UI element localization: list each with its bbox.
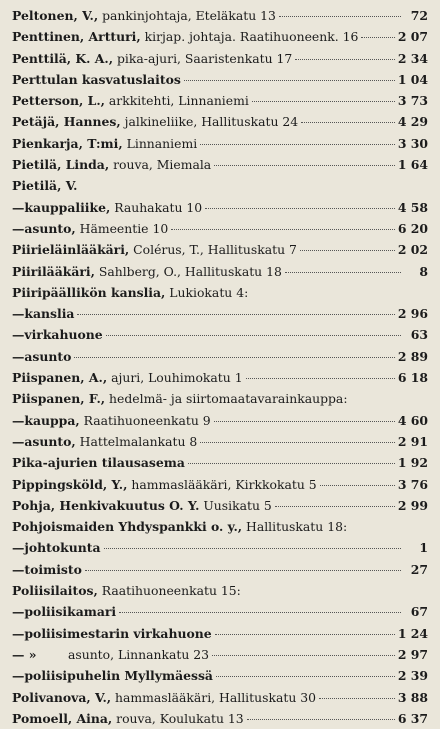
dot-leader — [295, 59, 395, 60]
directory-entry — [12, 516, 428, 537]
entry-name: Petterson, L., — [12, 93, 105, 109]
directory-entry — [12, 69, 428, 90]
entry-name: —kanslia — [12, 306, 75, 322]
entry-name: Pika-ajurien tilausasema — [12, 455, 185, 471]
dot-leader — [200, 442, 395, 443]
entry-name: Pietilä, Linda, — [12, 157, 110, 173]
directory-entry — [12, 90, 428, 111]
entry-name: Pohja, Henkivakuutus O. Y. — [12, 497, 200, 513]
directory-entry — [12, 474, 428, 495]
entry-details: rouva, Koulukatu 13 — [112, 710, 244, 726]
entry-details: arkkitehti, Linnaniemi — [104, 93, 249, 109]
dot-leader — [205, 208, 395, 209]
entry-name: —kauppa, — [12, 412, 80, 428]
dot-leader — [77, 314, 394, 315]
directory-entry — [12, 367, 428, 388]
directory-entry — [12, 537, 428, 558]
entry-name: —poliisipuhelin Myllymäessä — [12, 668, 213, 684]
directory-entry — [12, 218, 428, 239]
dot-leader — [188, 463, 395, 464]
entry-details: ajuri, Louhimokatu 1 — [107, 370, 243, 386]
dot-leader — [184, 80, 395, 81]
dot-leader — [301, 122, 395, 123]
dot-leader — [106, 335, 401, 336]
dot-leader — [285, 272, 401, 273]
directory-entry — [12, 239, 428, 260]
directory-entry — [12, 644, 428, 665]
directory-entry — [12, 580, 428, 601]
entry-details: Uusikatu 5 — [199, 497, 272, 513]
entry-name: Pomoell, Aina, — [12, 710, 113, 726]
entry-name: —poliisikamari — [12, 604, 117, 620]
phone-number: 8 — [419, 263, 428, 279]
entry-name: —virkahuone — [12, 327, 103, 343]
phone-number: 3 73 — [397, 93, 428, 109]
entry-details: rouva, Miemala — [109, 157, 212, 173]
entry-name: Pippingsköld, Y., — [12, 476, 128, 492]
entry-name: —kauppaliike, — [12, 199, 111, 215]
entry-details: hammaslääkäri, Hallituskatu 30 — [111, 689, 316, 705]
directory-entry — [12, 282, 428, 303]
dot-leader — [275, 506, 395, 507]
entry-name: Penttinen, Artturi, — [12, 29, 141, 45]
phone-number: 4 29 — [397, 114, 428, 130]
entry-details: pika-ajuri, Saaristenkatu 17 — [113, 50, 293, 66]
phone-number: 67 — [410, 604, 428, 620]
phone-number: 6 20 — [397, 220, 428, 236]
phone-number: 2 97 — [397, 646, 428, 662]
entry-name: —asunto, — [12, 433, 76, 449]
entry-name: —asunto — [12, 348, 72, 364]
dot-leader — [214, 421, 395, 422]
entry-details: Hattelmalankatu 8 — [75, 433, 198, 449]
entry-name: —johtokunta — [12, 540, 101, 556]
phone-number: 1 92 — [397, 455, 428, 471]
phone-number: 3 88 — [397, 689, 428, 705]
phone-number: 27 — [410, 561, 428, 577]
entry-name: Peltonen, V., — [12, 8, 99, 23]
entry-name: — » — [12, 646, 37, 662]
phone-number: 2 39 — [397, 668, 428, 684]
directory-list — [12, 5, 428, 729]
entry-details: Rauhakatu 10 — [110, 199, 203, 215]
entry-name: Penttilä, K. A., — [12, 50, 114, 66]
directory-entry — [12, 431, 428, 452]
dot-leader — [200, 144, 395, 145]
phone-number: 6 18 — [397, 370, 428, 386]
directory-entry — [12, 687, 428, 708]
entry-name: —asunto, — [12, 220, 76, 236]
phone-number: 2 99 — [397, 497, 428, 513]
directory-entry — [12, 708, 428, 729]
entry-details: Sahlberg, O., Hallituskatu 18 — [94, 263, 282, 279]
entry-name: —toimisto — [12, 561, 82, 577]
directory-entry — [12, 452, 428, 473]
phone-number: 3 30 — [397, 135, 428, 151]
entry-name: Pienkarja, T:mi, — [12, 135, 123, 151]
entry-name: Piispanen, A., — [12, 370, 108, 386]
phone-number: 1 64 — [397, 157, 428, 173]
entry-name: Petäjä, Hannes, — [12, 114, 121, 130]
directory-entry — [12, 48, 428, 69]
directory-entry — [12, 665, 428, 686]
entry-name: Piirilääkäri, — [12, 263, 95, 279]
entry-name: —poliisimestarin virkahuone — [12, 625, 212, 641]
entry-details: hammaslääkäri, Kirkkokatu 5 — [127, 476, 317, 492]
directory-entry — [12, 154, 428, 175]
phone-number: 2 07 — [397, 29, 428, 45]
dot-leader — [216, 676, 395, 677]
entry-details: Colérus, T., Hallituskatu 7 — [129, 242, 297, 258]
dot-leader — [74, 357, 394, 358]
phone-number: 2 89 — [397, 348, 428, 364]
entry-name: Perttulan kasvatuslaitos — [12, 71, 181, 87]
dot-leader — [171, 229, 395, 230]
entry-name: Piiripäällikön kanslia, — [12, 284, 166, 300]
phone-number: 2 91 — [397, 433, 428, 449]
phone-number: 1 04 — [397, 71, 428, 87]
directory-entry — [12, 623, 428, 644]
entry-details: Lukiokatu 4: — [165, 284, 249, 300]
entry-name: Pohjoismaiden Yhdyspankki o. y., — [12, 519, 243, 535]
phone-number: 4 60 — [397, 412, 428, 428]
entry-details: Hämeentie 10 — [75, 220, 169, 236]
phone-number: 1 — [419, 540, 428, 556]
dot-leader — [85, 570, 401, 571]
directory-entry — [12, 261, 428, 282]
phone-number: 72 — [410, 8, 428, 23]
directory-entry — [12, 111, 428, 132]
dot-leader — [104, 548, 402, 549]
entry-details: kirjap. johtaja. Raatihuoneenk. 16 — [140, 29, 359, 45]
dot-leader — [247, 719, 395, 720]
directory-entry — [12, 346, 428, 367]
phone-number: 63 — [410, 327, 428, 343]
dot-leader — [252, 101, 395, 102]
directory-entry — [12, 388, 428, 409]
directory-entry — [12, 197, 428, 218]
dot-leader — [300, 250, 395, 251]
directory-entry — [12, 5, 428, 26]
dot-leader — [246, 378, 395, 379]
dot-leader — [319, 698, 395, 699]
phone-number: 6 37 — [397, 710, 428, 726]
entry-name: Polivanova, V., — [12, 689, 112, 705]
dot-leader — [320, 485, 395, 486]
directory-entry — [12, 410, 428, 431]
phone-number: 2 02 — [397, 242, 428, 258]
directory-entry — [12, 559, 428, 580]
phone-number: 2 96 — [397, 306, 428, 322]
directory-entry — [12, 26, 428, 47]
entry-details: Linnaniemi — [122, 135, 198, 151]
directory-entry — [12, 601, 428, 622]
directory-entry — [12, 303, 428, 324]
dot-leader — [214, 165, 395, 166]
entry-name: Poliisilaitos, — [12, 583, 98, 599]
entry-details: Raatihuoneenkatu 9 — [79, 412, 211, 428]
dot-leader — [361, 37, 394, 38]
dot-leader — [279, 16, 401, 17]
dot-leader — [119, 612, 401, 613]
entry-details: Raatihuoneenkatu 15: — [97, 583, 241, 599]
directory-entry — [12, 495, 428, 516]
directory-entry — [12, 324, 428, 345]
entry-details: Hallituskatu 18: — [242, 519, 348, 535]
entry-name: Piispanen, F., — [12, 391, 106, 407]
entry-name: Pietilä, V. — [12, 178, 78, 194]
dot-leader — [215, 634, 395, 635]
directory-entry — [12, 133, 428, 154]
phone-number: 1 24 — [397, 625, 428, 641]
entry-details: hedelmä- ja siirtomaatavarainkauppa: — [105, 391, 348, 407]
entry-details: pankinjohtaja, Eteläkatu 13 — [98, 8, 276, 23]
phone-number: 2 34 — [397, 50, 428, 66]
phone-number: 3 76 — [397, 476, 428, 492]
directory-entry — [12, 175, 428, 196]
phone-number: 4 58 — [397, 199, 428, 215]
entry-details: asunto, Linnankatu 23 — [36, 646, 210, 662]
entry-name: Piirieläinlääkäri, — [12, 242, 130, 258]
dot-leader — [212, 655, 395, 656]
entry-details: jalkineliike, Hallituskatu 24 — [120, 114, 299, 130]
